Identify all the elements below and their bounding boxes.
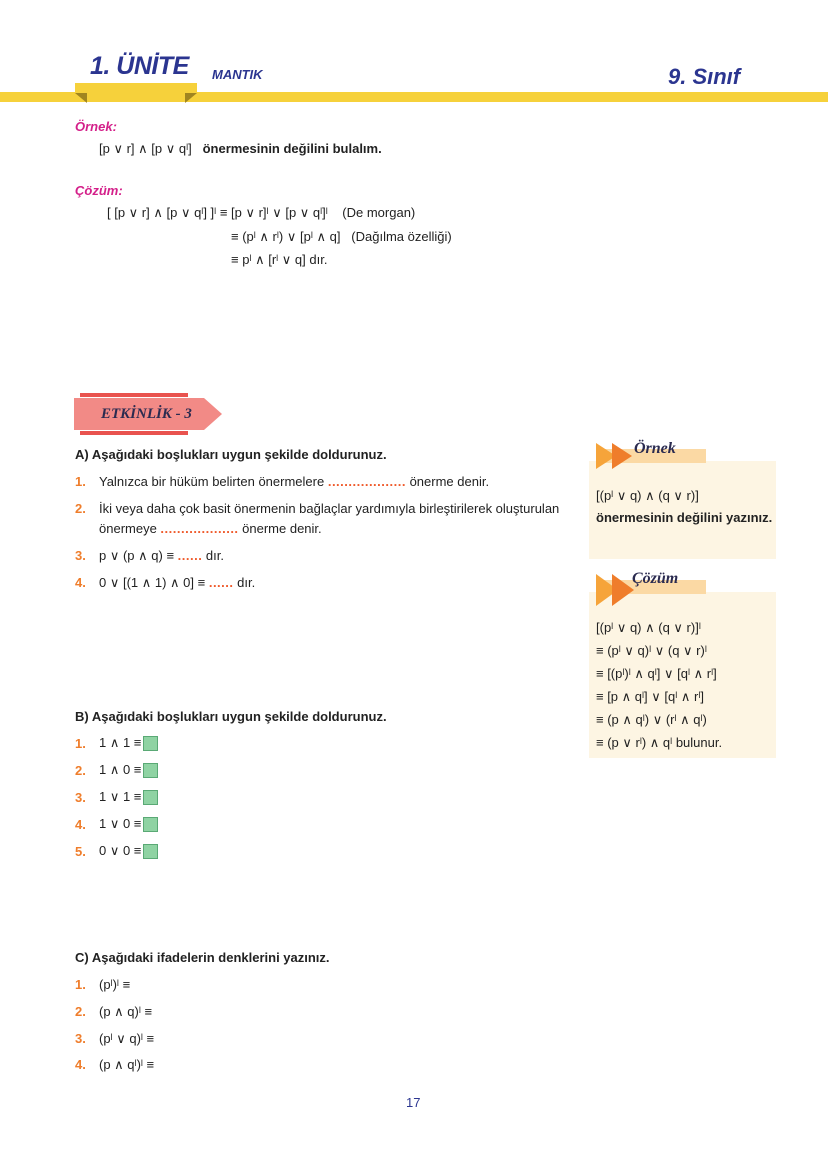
side-solution-line-1: [(pˡ ∨ q) ∧ (q ∨ r)]ˡ bbox=[596, 620, 701, 635]
header-band bbox=[0, 92, 828, 102]
section-c-item-4-num: 4. bbox=[75, 1057, 86, 1072]
section-c-item-3: (pˡ ∨ q)ˡ ≡ bbox=[99, 1031, 155, 1046]
answer-box-2[interactable] bbox=[143, 763, 158, 778]
section-c-item-2-num: 2. bbox=[75, 1004, 86, 1019]
section-a-item-4-suffix: dır. bbox=[233, 575, 256, 590]
section-a-item-3 bbox=[99, 548, 224, 564]
section-b-item-3-num: 3. bbox=[75, 790, 86, 805]
section-c-item-3-num: 3. bbox=[75, 1031, 86, 1046]
side-solution-line-5: ≡ (p ∧ qˡ) ∨ (rˡ ∧ qˡ) bbox=[596, 712, 707, 727]
grade-label: 9. Sınıf bbox=[668, 64, 741, 89]
section-a-item-3-suffix: dır. bbox=[202, 548, 224, 563]
side-example-chevron-2 bbox=[612, 443, 632, 469]
header-tab-fold-right bbox=[185, 93, 197, 103]
section-b-item-5 bbox=[99, 843, 158, 859]
section-b-item-3-expr: 1 ∨ 1 ≡ bbox=[99, 789, 142, 804]
side-solution-line-2: ≡ (pˡ ∨ q)ˡ ∨ (q ∨ r)ˡ bbox=[596, 643, 707, 658]
answer-box-3[interactable] bbox=[143, 790, 158, 805]
section-a-item-1-text: Yalnızca bir hüküm belirten önermelere bbox=[99, 474, 328, 489]
section-b-heading: B) Aşağıdaki boşlukları uygun şekilde doldurunuz. bbox=[75, 709, 387, 724]
section-a-item-3-text: p ∨ (p ∧ q) ≡ bbox=[99, 548, 178, 563]
solution-line-1 bbox=[107, 205, 415, 221]
section-a-item-1-suffix: önerme denir. bbox=[405, 474, 490, 489]
activity-banner-arrow bbox=[204, 398, 222, 430]
section-a-item-4-text: 0 ∨ [(1 ∧ 1) ∧ 0] ≡ bbox=[99, 575, 209, 590]
answer-box-4[interactable] bbox=[143, 817, 158, 832]
solution-line-3: ≡ pˡ ∧ [rˡ ∨ q] dır. bbox=[231, 252, 328, 267]
side-solution-line-4: ≡ [p ∧ qˡ] ∨ [qˡ ∧ rˡ] bbox=[596, 689, 705, 704]
section-a-item-2-suffix: önerme denir. bbox=[238, 521, 322, 536]
section-a-item-3-num: 3. bbox=[75, 548, 86, 563]
answer-box-5[interactable] bbox=[143, 844, 158, 859]
header-tab bbox=[75, 83, 197, 93]
section-b-item-5-num: 5. bbox=[75, 844, 86, 859]
unit-title: 1. ÜNİTE bbox=[90, 52, 189, 80]
example-label: Örnek: bbox=[75, 119, 117, 134]
header-tab-fold-left bbox=[75, 93, 87, 103]
section-c-item-4: (p ∧ qˡ)ˡ ≡ bbox=[99, 1057, 155, 1072]
solution-line-1-note: (De morgan) bbox=[342, 205, 416, 220]
example-text: önermesinin değilini bulalım. bbox=[202, 141, 382, 156]
solution-label: Çözüm: bbox=[75, 183, 123, 198]
section-b-item-1-expr: 1 ∧ 1 ≡ bbox=[99, 735, 142, 750]
section-b-item-4-expr: 1 ∨ 0 ≡ bbox=[99, 816, 142, 831]
section-a-item-2-line-2 bbox=[99, 521, 322, 536]
section-c-heading: C) Aşağıdaki ifadelerin denklerini yazınız. bbox=[75, 950, 330, 965]
section-a-item-2-text: önermeye bbox=[99, 521, 161, 536]
section-a-item-2-line-1: İki veya daha çok basit önermenin bağlaçlar yardımıyla birleştirilerek oluşturulan bbox=[99, 501, 560, 516]
solution-line-2-note: (Dağılma özelliği) bbox=[351, 229, 452, 244]
example-expr: [p ∨ r] ∧ [p ∨ qˡ] bbox=[99, 141, 192, 156]
section-b-item-2-expr: 1 ∧ 0 ≡ bbox=[99, 762, 142, 777]
section-c-item-1-num: 1. bbox=[75, 977, 86, 992]
activity-banner bbox=[74, 393, 224, 435]
solution-line-2-expr: ≡ (pˡ ∧ rˡ) ∨ [pˡ ∧ q] bbox=[231, 229, 341, 244]
example-statement bbox=[99, 141, 382, 157]
section-a-item-1-num: 1. bbox=[75, 474, 86, 489]
solution-line-2 bbox=[231, 229, 452, 245]
section-a-heading: A) Aşağıdaki boşlukları uygun şekilde doldurunuz. bbox=[75, 447, 387, 462]
section-b-item-4 bbox=[99, 816, 158, 832]
solution-line-1-expr: [ [p ∨ r] ∧ [p ∨ qˡ] ]ˡ ≡ [p ∨ r]ˡ ∨ [p ∨ qˡ]ˡ bbox=[107, 205, 328, 220]
section-c-item-1: (pˡ)ˡ ≡ bbox=[99, 977, 131, 992]
side-solution-line-3: ≡ [(pˡ)ˡ ∧ qˡ] ∨ [qˡ ∧ rˡ] bbox=[596, 666, 717, 681]
activity-banner-line-bottom bbox=[80, 431, 188, 435]
answer-box-1[interactable] bbox=[143, 736, 158, 751]
section-b-item-3 bbox=[99, 789, 158, 805]
fill-blank-2[interactable]: ................... bbox=[160, 521, 239, 536]
section-c-item-2: (p ∧ q)ˡ ≡ bbox=[99, 1004, 153, 1019]
section-b-item-1-num: 1. bbox=[75, 736, 86, 751]
section-b-item-2 bbox=[99, 762, 158, 778]
section-a-item-2-num: 2. bbox=[75, 501, 86, 516]
section-b-item-4-num: 4. bbox=[75, 817, 86, 832]
section-b-item-5-expr: 0 ∨ 0 ≡ bbox=[99, 843, 142, 858]
section-a-item-4-num: 4. bbox=[75, 575, 86, 590]
section-b-item-1 bbox=[99, 735, 158, 751]
activity-title: ETKİNLİK - 3 bbox=[101, 406, 192, 422]
page-number: 17 bbox=[406, 1095, 421, 1110]
section-a-item-4 bbox=[99, 575, 255, 591]
side-example-text: önermesinin değilini yazınız. bbox=[596, 510, 773, 525]
fill-blank-1[interactable]: ................... bbox=[327, 474, 406, 489]
section-a-item-1 bbox=[99, 474, 489, 489]
side-solution-line-6: ≡ (p ∨ rˡ) ∧ qˡ bulunur. bbox=[596, 735, 723, 750]
subject-title: MANTIK bbox=[212, 67, 263, 82]
side-example-title: Örnek bbox=[634, 440, 676, 457]
side-solution-title: Çözüm bbox=[632, 570, 679, 587]
fill-blank-4[interactable]: ...... bbox=[208, 575, 234, 590]
section-b-item-2-num: 2. bbox=[75, 763, 86, 778]
fill-blank-3[interactable]: ...... bbox=[177, 548, 203, 563]
side-example-expr: [(pˡ ∨ q) ∧ (q ∨ r)] bbox=[596, 488, 699, 503]
activity-banner-line-top bbox=[80, 393, 188, 397]
side-solution-chevron-2 bbox=[612, 574, 634, 606]
